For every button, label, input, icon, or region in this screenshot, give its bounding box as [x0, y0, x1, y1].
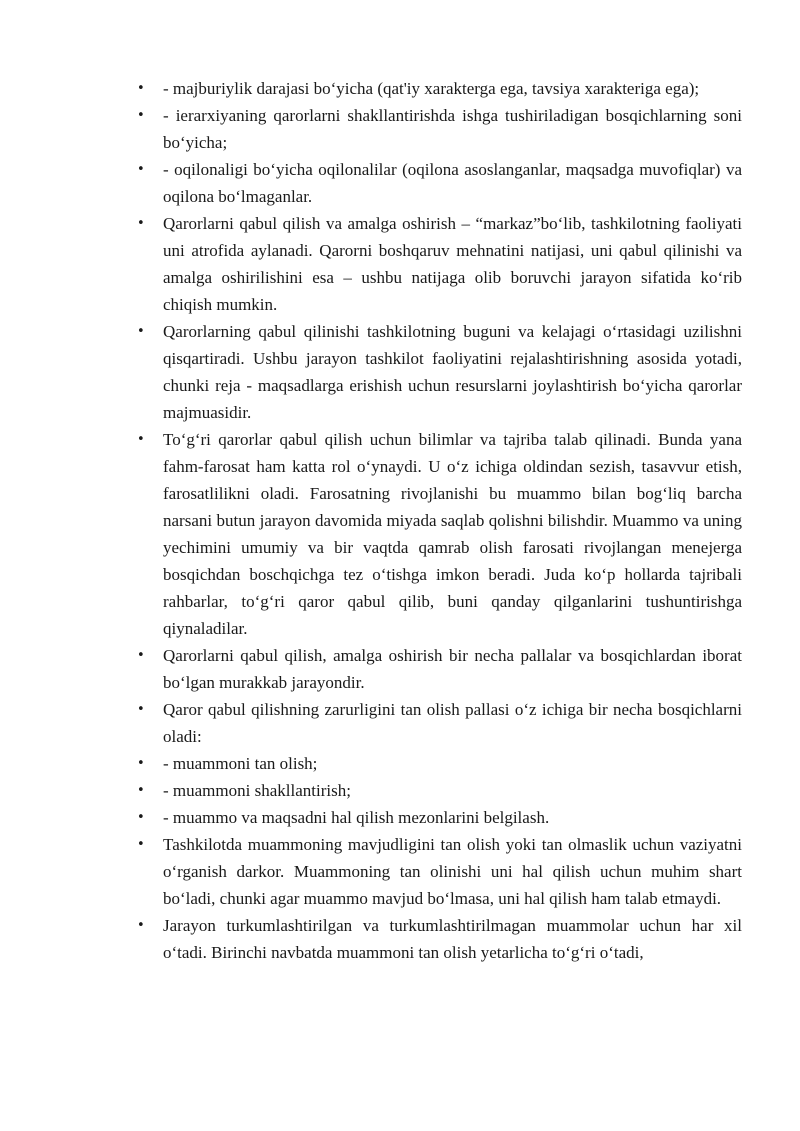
bullet-icon: •: [137, 162, 145, 177]
list-item-text: - muammo va maqsadni hal qilish mezonlarini belgilash.: [163, 808, 550, 827]
bullet-list: [134, 75, 742, 966]
list-item: [134, 777, 742, 804]
bullet-icon: •: [137, 81, 145, 96]
list-item: [134, 750, 742, 777]
bullet-icon: •: [137, 216, 145, 231]
bullet-icon: •: [137, 648, 145, 663]
list-item: [134, 831, 742, 912]
list-item: [134, 75, 742, 102]
bullet-icon: •: [137, 702, 145, 717]
list-item-text: Qarorlarni qabul qilish va amalga oshirish – “markaz”bo‘lib, tashkilotning faoliyati uni atrofida aylanadi. Qarorni boshqaruv mehnatini natijasi, uni qabul qilinishi va amalga oshirilishini esa – ushbu natijaga olib boruvchi jarayon sifatida ko‘rib chiqish mumkin.: [163, 214, 742, 314]
list-item-text: - muammoni tan olish;: [163, 754, 318, 773]
bullet-icon: •: [137, 783, 145, 798]
bullet-icon: •: [137, 837, 145, 852]
list-item-text: - oqilonaligi bo‘yicha oqilonalilar (oqilona asoslanganlar, maqsadga muvofiqlar) va oqilona bo‘lmaganlar.: [163, 160, 742, 206]
bullet-icon: •: [137, 918, 145, 933]
bullet-icon: •: [137, 324, 145, 339]
list-item-text: Qarorlarni qabul qilish, amalga oshirish bir necha pallalar va bosqichlardan iborat bo‘lgan murakkab jarayondir.: [163, 646, 742, 692]
list-item-text: - ierarxiyaning qarorlarni shakllantirishda ishga tushiriladigan bosqichlarning soni bo‘yicha;: [163, 106, 742, 152]
bullet-icon: •: [137, 108, 145, 123]
list-item-text: - muammoni shakllantirish;: [163, 781, 351, 800]
list-item: [134, 102, 742, 156]
list-item: [134, 912, 742, 966]
list-item: [134, 426, 742, 642]
list-item-text: Qaror qabul qilishning zarurligini tan olish pallasi o‘z ichiga bir necha bosqichlarni oladi:: [163, 700, 742, 746]
bullet-icon: •: [137, 810, 145, 825]
list-item: [134, 804, 742, 831]
list-item-text: Qarorlarning qabul qilinishi tashkilotning buguni va kelajagi o‘rtasidagi uzilishni qisqartiradi. Ushbu jarayon tashkilot faoliyatini rejalashtirishning asosida yotadi, chunki reja - maqsadlarga erishish uchun resurslarni joylashtirish bo‘yicha qarorlar majmuasidir.: [163, 322, 742, 422]
list-item: [134, 156, 742, 210]
list-item-text: Tashkilotda muammoning mavjudligini tan olish yoki tan olmaslik uchun vaziyatni o‘rganish darkor. Muammoning tan olinishi uni hal qilish uchun muhim shart bo‘ladi, chunki agar muammo mavjud bo‘lmasa, uni hal qilish ham talab etmaydi.: [163, 835, 742, 908]
list-item: [134, 210, 742, 318]
bullet-icon: •: [137, 756, 145, 771]
list-item: [134, 642, 742, 696]
list-item: [134, 696, 742, 750]
bullet-icon: •: [137, 432, 145, 447]
list-item: [134, 318, 742, 426]
list-item-text: Jarayon turkumlashtirilgan va turkumlashtirilmagan muammolar uchun har xil o‘tadi. Birinchi navbatda muammoni tan olish yetarlicha to‘g‘ri o‘tadi,: [163, 916, 742, 962]
list-item-text: To‘g‘ri qarorlar qabul qilish uchun bilimlar va tajriba talab qilinadi. Bunda yana fahm-farosat ham katta rol o‘ynaydi. U o‘z ichiga oldindan sezish, tasavvur etish, farosatlilikni oladi. Farosatning rivojlanishi bu muammo bilan bog‘liq barcha narsani butun jarayon davomida miyada saqlab qolishni bilishdir. Muammo va uning yechimini umumiy va bir vaqtda qamrab olish farosati rivojlangan menejerga bosqichdan boschqichga tez o‘tishga imkon beradi. Juda ko‘p hollarda tajribali rahbarlar, to‘g‘ri qaror qabul qilib, buni qanday qilganlarini tushuntirishga qiynaladilar.: [163, 430, 742, 638]
list-item-text: - majburiylik darajasi bo‘yicha (qat'iy xarakterga ega, tavsiya xarakteriga ega);: [163, 79, 700, 98]
